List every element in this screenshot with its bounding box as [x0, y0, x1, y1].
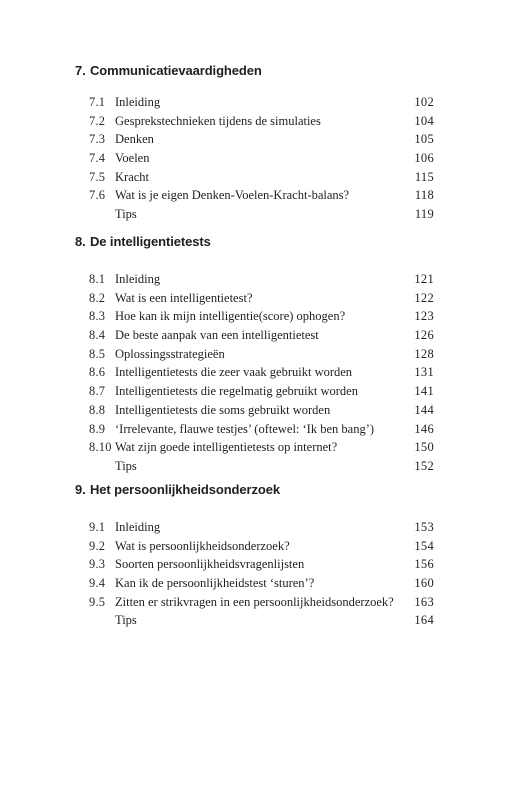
entry-number: 8.7	[89, 384, 106, 399]
toc-entry	[89, 420, 434, 439]
entry-title: Wat is een intelligentietest?	[115, 290, 253, 305]
toc-entry	[89, 149, 434, 168]
entry-page: 154	[414, 538, 434, 553]
chapter-title: Het persoonlijkheidsonderzoek	[90, 482, 280, 497]
entry-page: 141	[414, 384, 434, 399]
entry-page: 150	[414, 440, 434, 455]
entry-title: Wat zijn goede intelligentietests op internet?	[115, 440, 338, 455]
chapter-entries	[89, 518, 434, 630]
entry-number: 8.8	[89, 402, 106, 417]
chapter-entries	[89, 270, 434, 476]
entry-page: 102	[414, 95, 434, 109]
entry-page: 144	[414, 402, 434, 417]
toc-entry	[89, 168, 434, 187]
entry-title: Soorten persoonlijkheidsvragenlijsten	[115, 557, 305, 572]
toc-entry	[89, 457, 434, 476]
entry-title: Hoe kan ik mijn intelligentie(score) ophogen?	[115, 309, 346, 324]
entry-title: Inleiding	[115, 95, 161, 109]
entry-page: 122	[414, 290, 434, 305]
entry-number: 7.2	[89, 113, 106, 128]
entry-title: Intelligentietests die soms gebruikt worden	[115, 402, 331, 417]
toc-entry	[89, 593, 434, 612]
chapter-7	[75, 62, 435, 222]
toc-entry	[89, 555, 434, 574]
entry-number: 7.1	[89, 95, 106, 109]
entry-page: 160	[414, 576, 434, 591]
entry-title: Voelen	[115, 151, 150, 166]
toc-entry	[89, 270, 434, 289]
toc-entry	[89, 363, 434, 382]
entry-number: 8.6	[89, 365, 106, 380]
toc-entry	[89, 401, 434, 420]
entry-title: Kracht	[115, 169, 150, 184]
toc-entry	[89, 574, 434, 593]
entry-title: Inleiding	[115, 272, 161, 286]
entry-number: 7.4	[89, 151, 106, 166]
entry-page: 126	[414, 328, 434, 343]
entry-page: 121	[414, 272, 434, 286]
entry-number: 9.3	[89, 557, 106, 572]
entry-number: 9.2	[89, 538, 106, 553]
chapter-9	[75, 481, 435, 628]
entry-title: Tips	[115, 613, 137, 628]
entry-title: Denken	[115, 132, 154, 147]
toc-entry	[89, 112, 434, 131]
chapter-number: 8.	[75, 234, 86, 249]
entry-page: 156	[414, 557, 434, 572]
entry-page: 123	[414, 309, 434, 324]
entry-title: Inleiding	[115, 520, 161, 534]
entry-title: Kan ik de persoonlijkheidstest ‘sturen’?	[115, 576, 315, 591]
entry-page: 152	[414, 458, 434, 473]
entry-number: 8.1	[89, 272, 106, 286]
chapter-heading	[75, 481, 435, 499]
entry-number: 9.5	[89, 594, 106, 609]
entry-number: 7.6	[89, 188, 106, 203]
toc-entry	[89, 438, 434, 457]
entry-number: 8.9	[89, 421, 106, 436]
entry-number: 7.3	[89, 132, 106, 147]
toc-entry	[89, 537, 434, 556]
entry-number: 8.2	[89, 290, 106, 305]
chapter-entries	[89, 93, 434, 224]
toc-entry	[89, 326, 434, 345]
chapter-title: Communicatievaardigheden	[90, 63, 262, 78]
entry-page: 118	[414, 188, 434, 203]
chapter-number: 9.	[75, 482, 86, 497]
entry-title: Tips	[115, 207, 137, 222]
entry-title: Tips	[115, 458, 137, 473]
entry-title: ‘Irrelevante, flauwe testjes’ (oftewel: ‘Ik ben bang’)	[115, 421, 375, 436]
toc-entry	[89, 186, 434, 205]
entry-number: 8.10	[89, 440, 112, 455]
toc-entry	[89, 289, 434, 308]
entry-page: 106	[414, 151, 434, 166]
toc-entry	[89, 130, 434, 149]
entry-page: 105	[414, 132, 434, 147]
entry-number: 9.1	[89, 520, 106, 534]
entry-number: 7.5	[89, 169, 106, 184]
toc-entry	[89, 93, 434, 112]
entry-page: 153	[414, 520, 434, 534]
entry-title: Intelligentietests die zeer vaak gebruikt worden	[115, 365, 353, 380]
toc-entry	[89, 345, 434, 364]
chapter-heading	[75, 233, 435, 251]
entry-number: 8.5	[89, 346, 106, 361]
entry-page: 146	[414, 421, 434, 436]
entry-page: 119	[414, 207, 434, 222]
entry-number: 8.4	[89, 328, 106, 343]
entry-title: Gesprekstechnieken tijdens de simulaties	[115, 113, 321, 128]
entry-page: 163	[414, 594, 434, 609]
entry-title: Intelligentietests die regelmatig gebruikt worden	[115, 384, 358, 399]
chapter-title: De intelligentietests	[90, 234, 211, 249]
chapter-8	[75, 233, 435, 473]
entry-number: 9.4	[89, 576, 106, 591]
entry-page: 115	[414, 169, 434, 184]
toc-entry	[89, 307, 434, 326]
entry-title: Oplossingsstrategieën	[115, 346, 225, 361]
chapter-number: 7.	[75, 63, 86, 78]
toc-entry	[89, 205, 434, 224]
entry-page: 128	[414, 346, 434, 361]
chapter-heading	[75, 62, 435, 80]
toc-entry	[89, 518, 434, 537]
toc-entry	[89, 611, 434, 630]
entry-number: 8.3	[89, 309, 106, 324]
toc-entry	[89, 382, 434, 401]
entry-title: De beste aanpak van een intelligentietest	[115, 328, 319, 343]
entry-title: Wat is je eigen Denken-Voelen-Kracht-balans?	[115, 188, 350, 203]
entry-page: 131	[414, 365, 434, 380]
entry-page: 164	[414, 613, 434, 628]
entry-title: Wat is persoonlijkheidsonderzoek?	[115, 538, 290, 553]
entry-page: 104	[414, 113, 434, 128]
entry-title: Zitten er strikvragen in een persoonlijkheidsonderzoek?	[115, 594, 394, 609]
